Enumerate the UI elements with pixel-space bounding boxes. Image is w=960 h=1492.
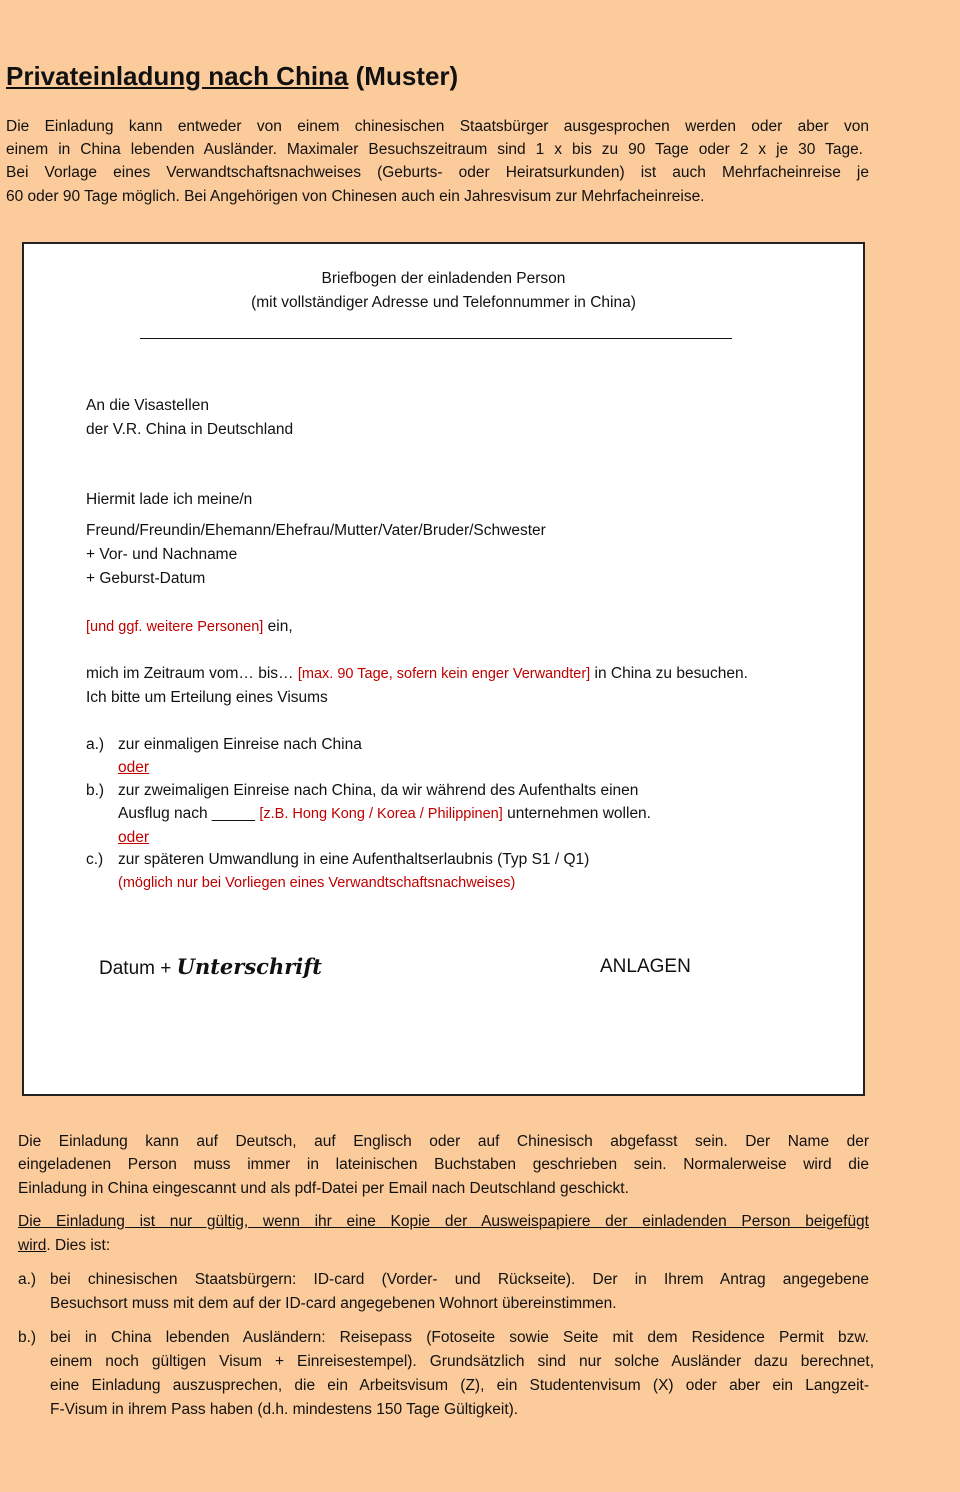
list-line: bei in China lebenden Ausländern: Reisepass (Fotoseite sowie Seite mit dem Residence Permit bzw. xyxy=(50,1329,869,1346)
option-label: b.) xyxy=(86,782,105,799)
list-line: F-Visum in ihrem Pass haben (d.h. mindestens 150 Tage Gültigkeit). xyxy=(50,1401,519,1418)
letterhead-line: Briefbogen der einladenden Person xyxy=(321,270,566,287)
body-text: mich im Zeitraum vom… bis… xyxy=(86,665,298,682)
option-note: (möglich nur bei Vorliegen eines Verwandtschaftsnachweises) xyxy=(118,875,516,891)
address-line: An die Visastellen xyxy=(86,397,209,414)
body-line xyxy=(86,664,748,684)
list-label: a.) xyxy=(18,1271,37,1288)
option-text: zur einmaligen Einreise nach China xyxy=(118,736,362,753)
list-line: Besuchsort muss mit dem auf der ID-card angegebenen Wohnort übereinstimmen. xyxy=(50,1295,617,1312)
underlined-text: wird xyxy=(18,1237,47,1254)
signature-label: Unterschrift xyxy=(176,954,322,979)
body-line: + Geburst-Datum xyxy=(86,570,206,587)
intro-line: Bei Vorlage eines Verwandtschaftsnachweises (Geburts- oder Heiratsurkunden) ist auch Mehrfacheinreise je xyxy=(6,164,869,181)
page-title xyxy=(6,60,458,92)
note-line: eingeladenen Person muss immer in lateinischen Buchstaben geschrieben sein. Normalerweise wird die xyxy=(18,1156,869,1173)
list-line: bei chinesischen Staatsbürgern: ID-card (Vorder- und Rückseite). Der in Ihrem Antrag angegebene xyxy=(50,1271,869,1288)
list-label: b.) xyxy=(18,1329,37,1346)
letterhead-divider xyxy=(140,338,732,339)
intro-line: 60 oder 90 Tage möglich. Bei Angehörigen von Chinesen auch ein Jahresvisum zur Mehrfacheinreise. xyxy=(6,188,705,205)
intro-line: einem in China lebenden Ausländer. Maximaler Besuchszeitraum sind 1 x bis zu 90 Tage oder 2 x je 30 Tage. xyxy=(6,141,863,158)
list-line: einem noch gültigen Visum + Einreisestempel). Grundsätzlich sind nur solche Ausländer dazu berechnet, xyxy=(50,1353,874,1370)
attachments-label: ANLAGEN xyxy=(600,956,691,977)
body-line xyxy=(86,617,293,637)
date-label: Datum + xyxy=(99,958,177,979)
placeholder-note: [max. 90 Tage, sofern kein enger Verwandter] xyxy=(297,666,591,682)
option-text: zur späteren Umwandlung in eine Aufenthaltserlaubnis (Typ S1 / Q1) xyxy=(118,851,590,868)
option-label: a.) xyxy=(86,736,105,753)
body-line: Hiermit lade ich meine/n xyxy=(86,491,253,508)
body-line: Ich bitte um Erteilung eines Visums xyxy=(86,689,328,706)
title-main: Privateinladung nach China xyxy=(6,61,349,91)
letterhead-line: (mit vollständiger Adresse und Telefonnummer in China) xyxy=(251,294,636,311)
body-line: Freund/Freundin/Ehemann/Ehefrau/Mutter/Vater/Bruder/Schwester xyxy=(86,522,546,539)
note-text: . Dies ist: xyxy=(46,1237,111,1254)
body-line: + Vor- und Nachname xyxy=(86,546,238,563)
address-line: der V.R. China in Deutschland xyxy=(86,421,294,438)
note-line: Einladung in China eingescannt und als pdf-Datei per Email nach Deutschland geschickt. xyxy=(18,1180,629,1197)
option-label: c.) xyxy=(86,851,104,868)
body-text: ein, xyxy=(263,618,293,635)
intro-line: Die Einladung kann entweder von einem chinesischen Staatsbürger ausgesprochen werden oder aber von xyxy=(6,118,869,135)
placeholder-note: [und ggf. weitere Personen] xyxy=(86,619,264,635)
note-line xyxy=(18,1236,110,1256)
title-suffix: (Muster) xyxy=(348,61,459,91)
or-text: oder xyxy=(118,759,150,776)
note-line: Die Einladung ist nur gültig, wenn ihr eine Kopie der Ausweispapiere der einladenden Person beigefügt xyxy=(18,1213,869,1230)
or-text: oder xyxy=(118,829,150,846)
body-text: Ausflug nach _____ xyxy=(118,805,260,822)
note-line: Die Einladung kann auf Deutsch, auf Englisch oder auf Chinesisch abgefasst sein. Der Name der xyxy=(18,1133,869,1150)
body-text: in China zu besuchen. xyxy=(590,665,748,682)
body-text: unternehmen wollen. xyxy=(502,805,651,822)
list-line: eine Einladung auszusprechen, die ein Arbeitsvisum (Z), ein Studentenvisum (X) oder aber ein Langzeit- xyxy=(50,1377,869,1394)
placeholder-note: [z.B. Hong Kong / Korea / Philippinen] xyxy=(259,806,503,822)
signature-line xyxy=(99,955,322,981)
option-text: zur zweimaligen Einreise nach China, da wir während des Aufenthalts einen xyxy=(118,782,639,799)
option-text xyxy=(118,804,651,824)
